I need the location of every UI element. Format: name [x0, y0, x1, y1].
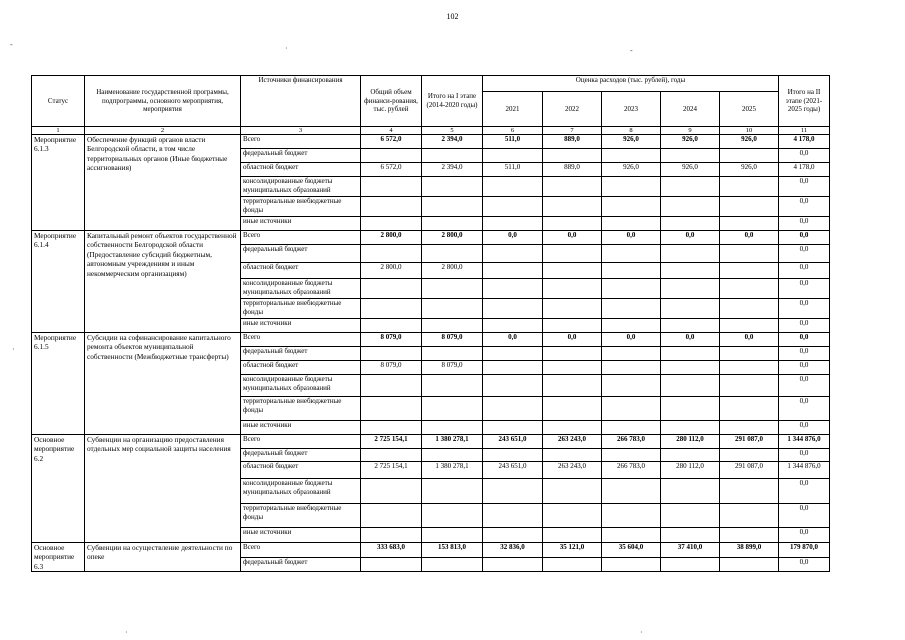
total-volume-value: 2 800,0 [361, 231, 422, 245]
table-row [32, 231, 830, 245]
year-value: 889,0 [543, 135, 602, 149]
year-value [543, 375, 602, 397]
total-volume-value: 2 725 154,1 [361, 462, 422, 479]
stage2-total-value: 0,0 [779, 361, 830, 375]
year-value [543, 397, 602, 421]
total-volume-value: 8 079,0 [361, 333, 422, 347]
year-value: 889,0 [543, 163, 602, 177]
year-value [720, 263, 779, 279]
year-value [661, 397, 720, 421]
year-value [661, 197, 720, 217]
column-number: 7 [543, 127, 602, 135]
year-value: 35 121,0 [543, 543, 602, 558]
year-value: 926,0 [602, 135, 661, 149]
funding-source: иные источники [241, 217, 361, 231]
activity-status: Мероприятие 6.1.3 [32, 135, 85, 231]
stage1-value: 1 380 278,1 [422, 462, 483, 479]
column-number: 1 [32, 127, 85, 135]
year-value: 511,0 [483, 135, 543, 149]
stage1-value [422, 279, 483, 299]
year-value [483, 149, 543, 163]
year-value [602, 319, 661, 333]
year-value [661, 557, 720, 572]
table-row [32, 543, 830, 558]
activity-status: Основное мероприятие 6.2 [32, 435, 85, 543]
year-value [483, 347, 543, 361]
header-stage2-total: Итого на II этапе (2021-2025 годы) [779, 76, 830, 127]
stage2-total-value: 0,0 [779, 299, 830, 319]
funding-source: территориальные внебюджетные фонды [241, 197, 361, 217]
total-volume-value [361, 504, 422, 528]
year-value [483, 177, 543, 197]
column-number: 11 [779, 127, 830, 135]
year-value [543, 177, 602, 197]
header-sources: Источники финансирования [241, 76, 361, 127]
table-row [32, 333, 830, 347]
funding-source: иные источники [241, 319, 361, 333]
header-name: Наименование государственной программы, подпрограммы, основного мероприятия, мероприятия [85, 76, 241, 127]
year-value: 291 087,0 [720, 435, 779, 449]
column-number: 6 [483, 127, 543, 135]
header-status: Статус [32, 76, 85, 127]
funding-source: консолидированные бюджеты муниципальных образований [241, 279, 361, 299]
stage2-total-value: 0,0 [779, 557, 830, 572]
stage1-value: 2 800,0 [422, 263, 483, 279]
year-value [720, 421, 779, 435]
table-row [32, 135, 830, 149]
total-volume-value [361, 217, 422, 231]
total-volume-value: 333 683,0 [361, 543, 422, 558]
year-value [543, 263, 602, 279]
year-value [543, 504, 602, 528]
funding-source: Всего [241, 543, 361, 558]
total-volume-value: 8 079,0 [361, 361, 422, 375]
header-total-volume: Общий объем финанси-рования, тыс. рублей [361, 76, 422, 127]
year-value [661, 449, 720, 462]
stage1-value [422, 449, 483, 462]
year-value [720, 504, 779, 528]
stage1-value [422, 504, 483, 528]
stage2-total-value: 0,0 [779, 217, 830, 231]
year-value [720, 347, 779, 361]
year-value [661, 263, 720, 279]
funding-source: федеральный бюджет [241, 245, 361, 263]
year-value [661, 421, 720, 435]
funding-source: областной бюджет [241, 462, 361, 479]
year-value [720, 197, 779, 217]
scan-mark: · [640, 628, 643, 637]
total-volume-value [361, 299, 422, 319]
stage2-total-value: 4 178,0 [779, 135, 830, 149]
year-value: 35 604,0 [602, 543, 661, 558]
activity-status: Мероприятие 6.1.5 [32, 333, 85, 435]
header-year: 2024 [661, 92, 720, 127]
year-value: 0,0 [483, 231, 543, 245]
header-year: 2023 [602, 92, 661, 127]
stage2-total-value: 0,0 [779, 279, 830, 299]
header-year: 2021 [483, 92, 543, 127]
budget-table [31, 75, 830, 572]
year-value [483, 197, 543, 217]
year-value: 243 651,0 [483, 462, 543, 479]
funding-source: Всего [241, 231, 361, 245]
funding-source: федеральный бюджет [241, 347, 361, 361]
column-number: 2 [85, 127, 241, 135]
funding-source: областной бюджет [241, 361, 361, 375]
year-value [720, 245, 779, 263]
year-value [602, 528, 661, 543]
stage2-total-value: 0,0 [779, 421, 830, 435]
year-value [543, 299, 602, 319]
year-value [720, 177, 779, 197]
stage1-value: 2 800,0 [422, 231, 483, 245]
stage2-total-value: 0,0 [779, 319, 830, 333]
year-value [543, 347, 602, 361]
total-volume-value [361, 279, 422, 299]
year-value [543, 361, 602, 375]
year-value [661, 245, 720, 263]
scan-mark: · [285, 44, 288, 53]
total-volume-value: 2 725 154,1 [361, 435, 422, 449]
total-volume-value [361, 245, 422, 263]
year-value [602, 347, 661, 361]
year-value [483, 263, 543, 279]
year-value [720, 217, 779, 231]
column-number: 5 [422, 127, 483, 135]
year-value: 291 087,0 [720, 462, 779, 479]
funding-source: областной бюджет [241, 263, 361, 279]
year-value [661, 479, 720, 504]
year-value [720, 361, 779, 375]
year-value: 926,0 [661, 135, 720, 149]
header-expense-estimate: Оценка расходов (тыс. рублей), годы [483, 76, 779, 92]
stage1-value [422, 375, 483, 397]
funding-source: территориальные внебюджетные фонды [241, 397, 361, 421]
total-volume-value [361, 528, 422, 543]
year-value: 280 112,0 [661, 462, 720, 479]
total-volume-value [361, 449, 422, 462]
total-volume-value [361, 149, 422, 163]
stage2-total-value: 4 178,0 [779, 163, 830, 177]
year-value: 926,0 [720, 135, 779, 149]
year-value [661, 528, 720, 543]
year-value [602, 397, 661, 421]
total-volume-value: 6 572,0 [361, 163, 422, 177]
year-value [661, 299, 720, 319]
stage1-value [422, 347, 483, 361]
year-value: 926,0 [602, 163, 661, 177]
year-value [661, 504, 720, 528]
activity-name: Субвенции на осуществление деятельности по опеке [85, 543, 241, 572]
year-value: 0,0 [483, 333, 543, 347]
stage2-total-value: 0,0 [779, 347, 830, 361]
year-value: 37 410,0 [661, 543, 720, 558]
year-value: 243 651,0 [483, 435, 543, 449]
table-row [32, 435, 830, 449]
year-value [602, 479, 661, 504]
stage2-total-value: 0,0 [779, 449, 830, 462]
stage2-total-value: 0,0 [779, 479, 830, 504]
year-value [661, 217, 720, 231]
year-value [543, 479, 602, 504]
year-value [602, 299, 661, 319]
year-value [720, 375, 779, 397]
stage2-total-value: 0,0 [779, 528, 830, 543]
year-value [543, 279, 602, 299]
year-value [720, 149, 779, 163]
budget-table-body [32, 135, 830, 572]
activity-name: Субвенции на организацию предоставления отдельных мер социальной защиты населения [85, 435, 241, 543]
year-value [483, 279, 543, 299]
year-value [661, 149, 720, 163]
year-value [602, 449, 661, 462]
year-value [483, 245, 543, 263]
year-value: 263 243,0 [543, 435, 602, 449]
stage1-value [422, 177, 483, 197]
total-volume-value [361, 557, 422, 572]
scan-mark: - [630, 46, 633, 55]
total-volume-value [361, 479, 422, 504]
year-value [661, 375, 720, 397]
year-value: 0,0 [543, 333, 602, 347]
year-value [720, 557, 779, 572]
stage2-total-value: 179 870,0 [779, 543, 830, 558]
year-value [720, 528, 779, 543]
funding-source: Всего [241, 435, 361, 449]
year-value: 926,0 [720, 163, 779, 177]
year-value [720, 449, 779, 462]
year-value: 38 899,0 [720, 543, 779, 558]
year-value [602, 197, 661, 217]
year-value: 0,0 [661, 333, 720, 347]
total-volume-value [361, 177, 422, 197]
stage2-total-value: 0,0 [779, 245, 830, 263]
year-value [483, 319, 543, 333]
year-value [483, 504, 543, 528]
page-number: 102 [446, 12, 459, 21]
year-value [661, 361, 720, 375]
year-value [543, 217, 602, 231]
year-value: 32 836,0 [483, 543, 543, 558]
year-value [602, 279, 661, 299]
total-volume-value [361, 397, 422, 421]
column-number: 3 [241, 127, 361, 135]
funding-source: иные источники [241, 528, 361, 543]
scan-mark: · [125, 628, 128, 637]
year-value [602, 177, 661, 197]
funding-source: Всего [241, 333, 361, 347]
stage1-value: 153 813,0 [422, 543, 483, 558]
year-value: 0,0 [543, 231, 602, 245]
year-value [602, 217, 661, 231]
stage2-total-value: 0,0 [779, 397, 830, 421]
year-value [483, 479, 543, 504]
column-number: 9 [661, 127, 720, 135]
column-number: 8 [602, 127, 661, 135]
header-stage1-total: Итого на I этапе (2014-2020 годы) [422, 76, 483, 127]
funding-source: территориальные внебюджетные фонды [241, 504, 361, 528]
year-value [483, 528, 543, 543]
stage1-value [422, 149, 483, 163]
stage2-total-value: 0,0 [779, 263, 830, 279]
activity-status: Мероприятие 6.1.4 [32, 231, 85, 333]
year-value [602, 245, 661, 263]
stage1-value [422, 319, 483, 333]
funding-source: федеральный бюджет [241, 557, 361, 572]
year-value [602, 557, 661, 572]
funding-source: консолидированные бюджеты муниципальных образований [241, 375, 361, 397]
year-value [720, 299, 779, 319]
stage1-value [422, 217, 483, 231]
year-value [543, 149, 602, 163]
stage1-value [422, 421, 483, 435]
year-value [602, 421, 661, 435]
stage1-value [422, 299, 483, 319]
year-value [543, 557, 602, 572]
year-value: 0,0 [602, 333, 661, 347]
stage1-value [422, 397, 483, 421]
stage2-total-value: 0,0 [779, 375, 830, 397]
stage1-value: 2 394,0 [422, 163, 483, 177]
year-value [602, 149, 661, 163]
column-number: 4 [361, 127, 422, 135]
stage2-total-value: 0,0 [779, 504, 830, 528]
activity-name: Капитальный ремонт объектов государственной собственности Белгородской области (Предоставление субсидий бюджетным, автономным учреждениям и иным некоммерческим организациям) [85, 231, 241, 333]
year-value [543, 245, 602, 263]
stage2-total-value: 0,0 [779, 149, 830, 163]
total-volume-value: 2 800,0 [361, 263, 422, 279]
year-value [543, 197, 602, 217]
year-value: 266 783,0 [602, 435, 661, 449]
year-value [483, 421, 543, 435]
stage1-value [422, 197, 483, 217]
year-value: 280 112,0 [661, 435, 720, 449]
activity-status: Основное мероприятие 6.3 [32, 543, 85, 572]
year-value [602, 504, 661, 528]
year-value: 0,0 [602, 231, 661, 245]
header-year: 2025 [720, 92, 779, 127]
year-value [483, 217, 543, 231]
stage2-total-value: 1 344 876,0 [779, 462, 830, 479]
stage1-value: 8 079,0 [422, 333, 483, 347]
year-value [602, 263, 661, 279]
header-year: 2022 [543, 92, 602, 127]
stage2-total-value: 0,0 [779, 197, 830, 217]
year-value [661, 319, 720, 333]
funding-source: областной бюджет [241, 163, 361, 177]
year-value [661, 347, 720, 361]
total-volume-value [361, 319, 422, 333]
stage1-value: 2 394,0 [422, 135, 483, 149]
total-volume-value [361, 197, 422, 217]
year-value: 263 243,0 [543, 462, 602, 479]
activity-name: Субсидии на софинансирование капитального ремонта объектов муниципальной собственности (Межбюджетные трансферты) [85, 333, 241, 435]
stage1-value: 8 079,0 [422, 361, 483, 375]
year-value: 0,0 [720, 333, 779, 347]
stage1-value [422, 479, 483, 504]
year-value [661, 279, 720, 299]
year-value: 926,0 [661, 163, 720, 177]
year-value: 266 783,0 [602, 462, 661, 479]
year-value [543, 528, 602, 543]
total-volume-value [361, 375, 422, 397]
total-volume-value [361, 421, 422, 435]
year-value [483, 361, 543, 375]
stage2-total-value: 1 344 876,0 [779, 435, 830, 449]
year-value [720, 279, 779, 299]
year-value: 0,0 [720, 231, 779, 245]
year-value [602, 375, 661, 397]
stage1-value: 1 380 278,1 [422, 435, 483, 449]
activity-name: Обеспечение функций органов власти Белгородской области, в том числе территориальных органов (Иные бюджетные ассигнования) [85, 135, 241, 231]
year-value [602, 361, 661, 375]
funding-source: федеральный бюджет [241, 149, 361, 163]
year-value [483, 397, 543, 421]
total-volume-value [361, 347, 422, 361]
stage1-value [422, 245, 483, 263]
year-value [483, 299, 543, 319]
total-volume-value: 6 572,0 [361, 135, 422, 149]
funding-source: федеральный бюджет [241, 449, 361, 462]
scan-mark: · [12, 345, 15, 354]
year-value [720, 479, 779, 504]
stage2-total-value: 0,0 [779, 333, 830, 347]
year-value: 0,0 [661, 231, 720, 245]
column-number: 10 [720, 127, 779, 135]
column-number-row [32, 127, 830, 135]
year-value [720, 319, 779, 333]
year-value [483, 557, 543, 572]
year-value: 511,0 [483, 163, 543, 177]
funding-source: территориальные внебюджетные фонды [241, 299, 361, 319]
year-value [543, 449, 602, 462]
year-value [661, 177, 720, 197]
stage2-total-value: 0,0 [779, 177, 830, 197]
funding-source: консолидированные бюджеты муниципальных образований [241, 479, 361, 504]
funding-source: консолидированные бюджеты муниципальных образований [241, 177, 361, 197]
year-value [543, 319, 602, 333]
year-value [483, 449, 543, 462]
year-value [483, 375, 543, 397]
year-value [720, 397, 779, 421]
stage1-value [422, 557, 483, 572]
year-value [543, 421, 602, 435]
scan-mark: - [10, 40, 13, 49]
stage1-value [422, 528, 483, 543]
stage2-total-value: 0,0 [779, 231, 830, 245]
funding-source: иные источники [241, 421, 361, 435]
funding-source: Всего [241, 135, 361, 149]
